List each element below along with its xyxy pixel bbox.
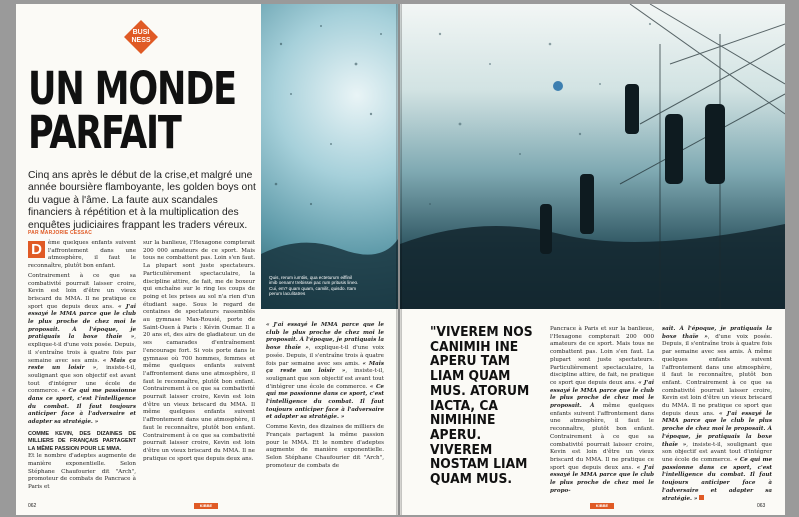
folio-logo-right: KIBBE [590,503,614,509]
left-page [16,4,398,515]
headline-line2: PARFAIT [28,106,181,159]
pull-quote: "VIVEREM NOS CANIMIH INE APERU TAM LIAM QUAM MUS. ATORUM IACTA, CA NIMIHINE APERU. VIVEREM NOSTAM LIAM QUAM MUS. [430,325,533,488]
col3-quote1: « J'ai essayé le MMA parce que le club le plus proche de chez moi le proposait. À l'époque, je pratiquais la boxe thaïe » [266,322,384,352]
col2-p1: sur la banlieue, l'Hexagone compterait 200 000 amateurs de ce sport. Mais tous ne combattent pas. Loin s'en faut. La plupart sont juste spectateurs. Particulièrement spectaculaire, la discipline attire, de fait, me de boxeur qui enchaîne sur le ring les coups de poing et les prises au sol n'a rien d'un étudiant sage. Sous le regard de centaines de spectateurs rassemblés au gymnase Max-Rousié, porte de Saint-Ouen à Paris : Kévin Oumar. Il a 20 ans et, des airs de gladiateur. un de ses camarades d'entraînement l'encourage fort. Si vois porte dans le gymnase où 700 hommes, femmes et même quelques enfants suivent l'affrontement dans une atmosphère, il faut le reconnaître, plutôt bon enfant. Contrairement à ce que sa combativité pourrait laisser croire, Kevin est loin d'être un vieux briscard du MMA. Il même quelques enfants suivent l'affrontement dans une atmosphère, il faut le reconnaître, plutôt bon enfant. Contrairement à ce que sa combativité pourrait laisser croire, Kevin est loin d'être un vieux briscard du MMA. Il ne pratique ce sport que depuis deux ans. [143,240,255,462]
col1-p2a: Contrairement à ce que sa combativité pourrait laisser croire, Kevin est loin d'être un vieux briscard du MMA. Il ne pratique ce sport que depuis deux ans. [28,272,136,310]
byline-name: MARJORIE CESSAC [40,230,93,236]
col4-quote1: « J'ai essayé le MMA parce que le club le plus proche de chez moi le proposait. À [550,379,654,410]
col1-p1: ème quelques enfants suivent l'affrontement dans une atmosphère, il faut le reconnaître, plutôt bon enfant. [28,240,136,270]
col5-quote2: « J'ai essayé le MMA parce que le club le plus proche de chez moi le proposait. À l'époque, je pratiquais la boxe thaïe » [662,410,772,448]
crowd-fence-photo [400,4,785,309]
article-column-4 [550,326,654,497]
col1-quote2: « Mais ça reste un loisir » [28,357,136,372]
section-badge [124,20,158,54]
photo-right-part [400,4,785,309]
deck: Cinq ans après le début de la crise,et malgré une année boursière flamboyante, les golden boys ont du vague à l'âme. La faute aux scandales financiers à répétition et à la multiplication des enquêtes judiciaires frappant les traders véreux. [28,170,256,231]
page-number-left: 062 [28,503,37,509]
col3-quote2: « Mais ça reste un loisir » [266,360,384,375]
col1-p3: Et le nombre d'adeptes augmente de manière exponentielle. Selon Stéphane Chaufourier dit "Arch", promoteur de combats de Pancrace à Paris et [28,453,136,491]
col3-p3: Comme Kevin, des dizaines de milliers de Français partagent la même passion pour le MMA. Et le nombre d'adeptes augmente de manière exponentielle. Selon Stéphane Chaufourier dit "Arch", promoteur de combats de [266,424,384,469]
col1-p2c: , insiste-t-il, soulignant que son objectif est avant tout d'intégrer une école de commerce. [28,365,136,395]
dropcap: D [28,241,45,258]
col4-p1: Pancrace à Paris et sur la banlieue, l'Hexagone compterait 200 000 amateurs de ce sport. Mais tous ne combattent pas. Loin s'en faut. La plupart sont juste spectateurs. Particulièrement spectaculaire, la discipline attire, de fait, ne pratique ce sport que depuis deux ans. [550,326,654,386]
crowd-photo-left [261,4,398,309]
col5-p1: , d'une voix posée. Depuis, il s'entraîne trois à quatre fois par semaine avec ses amis. À même quelques enfants suivent l'affrontement dans une atmosphère, il faut le reconnaître, plutôt bon enfant. Contrairement à ce que sa combativité pourrait laisser croire, Kevin est loin d'être un vieux briscard du MMA. Il ne pratique ce sport que depuis deux ans. [662,333,773,417]
section-label-line2: NESS [131,37,151,44]
page-number-right: 063 [757,503,766,509]
col5-quote1: sait. À l'époque, je pratiquais la boxe thaïe » [662,326,772,340]
end-of-article-mark [699,495,704,500]
col1-quote1: « J'ai essayé le MMA parce que le club le plus proche de chez moi le proposait. À l'époque, je pratiquais la boxe thaïe » [28,303,136,341]
spread-gutter [396,4,402,515]
col4-p2: même quelques enfants suivent l'affrontement dans une atmosphère, il faut le reconnaître, plutôt bon enfant. Contrairement à ce que sa combativité pourrait laisser croire, Kevin est loin d'être un vieux briscard du MMA. Il ne pratique ce sport que depuis deux ans. [550,403,655,471]
section-label-line1: BUSI [132,29,150,36]
article-column-3 [266,322,384,472]
col4-quote2: « J'ai essayé le MMA parce que le club le plus proche de chez moi le propo- [550,464,654,494]
col1-quote3: « Ce qui me passionne dans ce sport, c'est l'intelligence du combat. Il faut toujours anticiper face à l'adversaire et adapter sa stratégie. » [28,388,137,426]
col1-p2b: , explique-t-il d'une voix posée. Depuis, il s'entraîne trois à quatre fois par semaine avec ses amis. [28,334,136,364]
byline-prefix: PAR [28,230,39,236]
col3-quote3: « Ce qui me passionne dans ce sport, c'est l'intelligence du combat. Il faut toujours anticiper face à l'adversaire et adapter sa stratégie. » [266,383,384,421]
subhead: COMME KEVIN, DES DIZAINES DE MILLIERS DE FRANÇAIS PARTAGENT LA MÊME PASSION POUR LE MMA. [28,430,136,452]
right-page [400,4,785,515]
article-column-1 [28,240,136,494]
photo-caption: Quis, rerum iumtiis, qua ecteturum eiffinil imib oenam! trebissei pac rum pritusis lineo. Cui, em? quam quam, camilit, quisdo. Itam perum laculitatres [269,275,359,297]
article-column-2 [143,240,255,465]
photo-left-part [261,4,398,309]
col5-quote3: « Ce qui me passionne dans ce sport, c'est l'intelligence du combat. Il faut toujours anticiper face à l'adversaire et adapter sa stratégie. » [662,456,772,503]
byline [28,230,92,236]
col5-p2: , insiste-t-il, soulignant que son objectif est avant tout d'intégrer une école de commerce. [662,441,773,463]
headline-line1: UN MONDE [28,62,237,115]
folio-logo-left: KIBBE [194,503,218,509]
article-column-5 [662,326,772,506]
col3-p1: , explique-t-il d'une voix posée. Depuis, il s'entraîne trois à quatre fois par semaine avec ses amis. [266,345,384,367]
col3-p2: , insiste-t-il, soulignant que son objectif est avant tout d'intégrer une école de commerce. [266,368,385,390]
